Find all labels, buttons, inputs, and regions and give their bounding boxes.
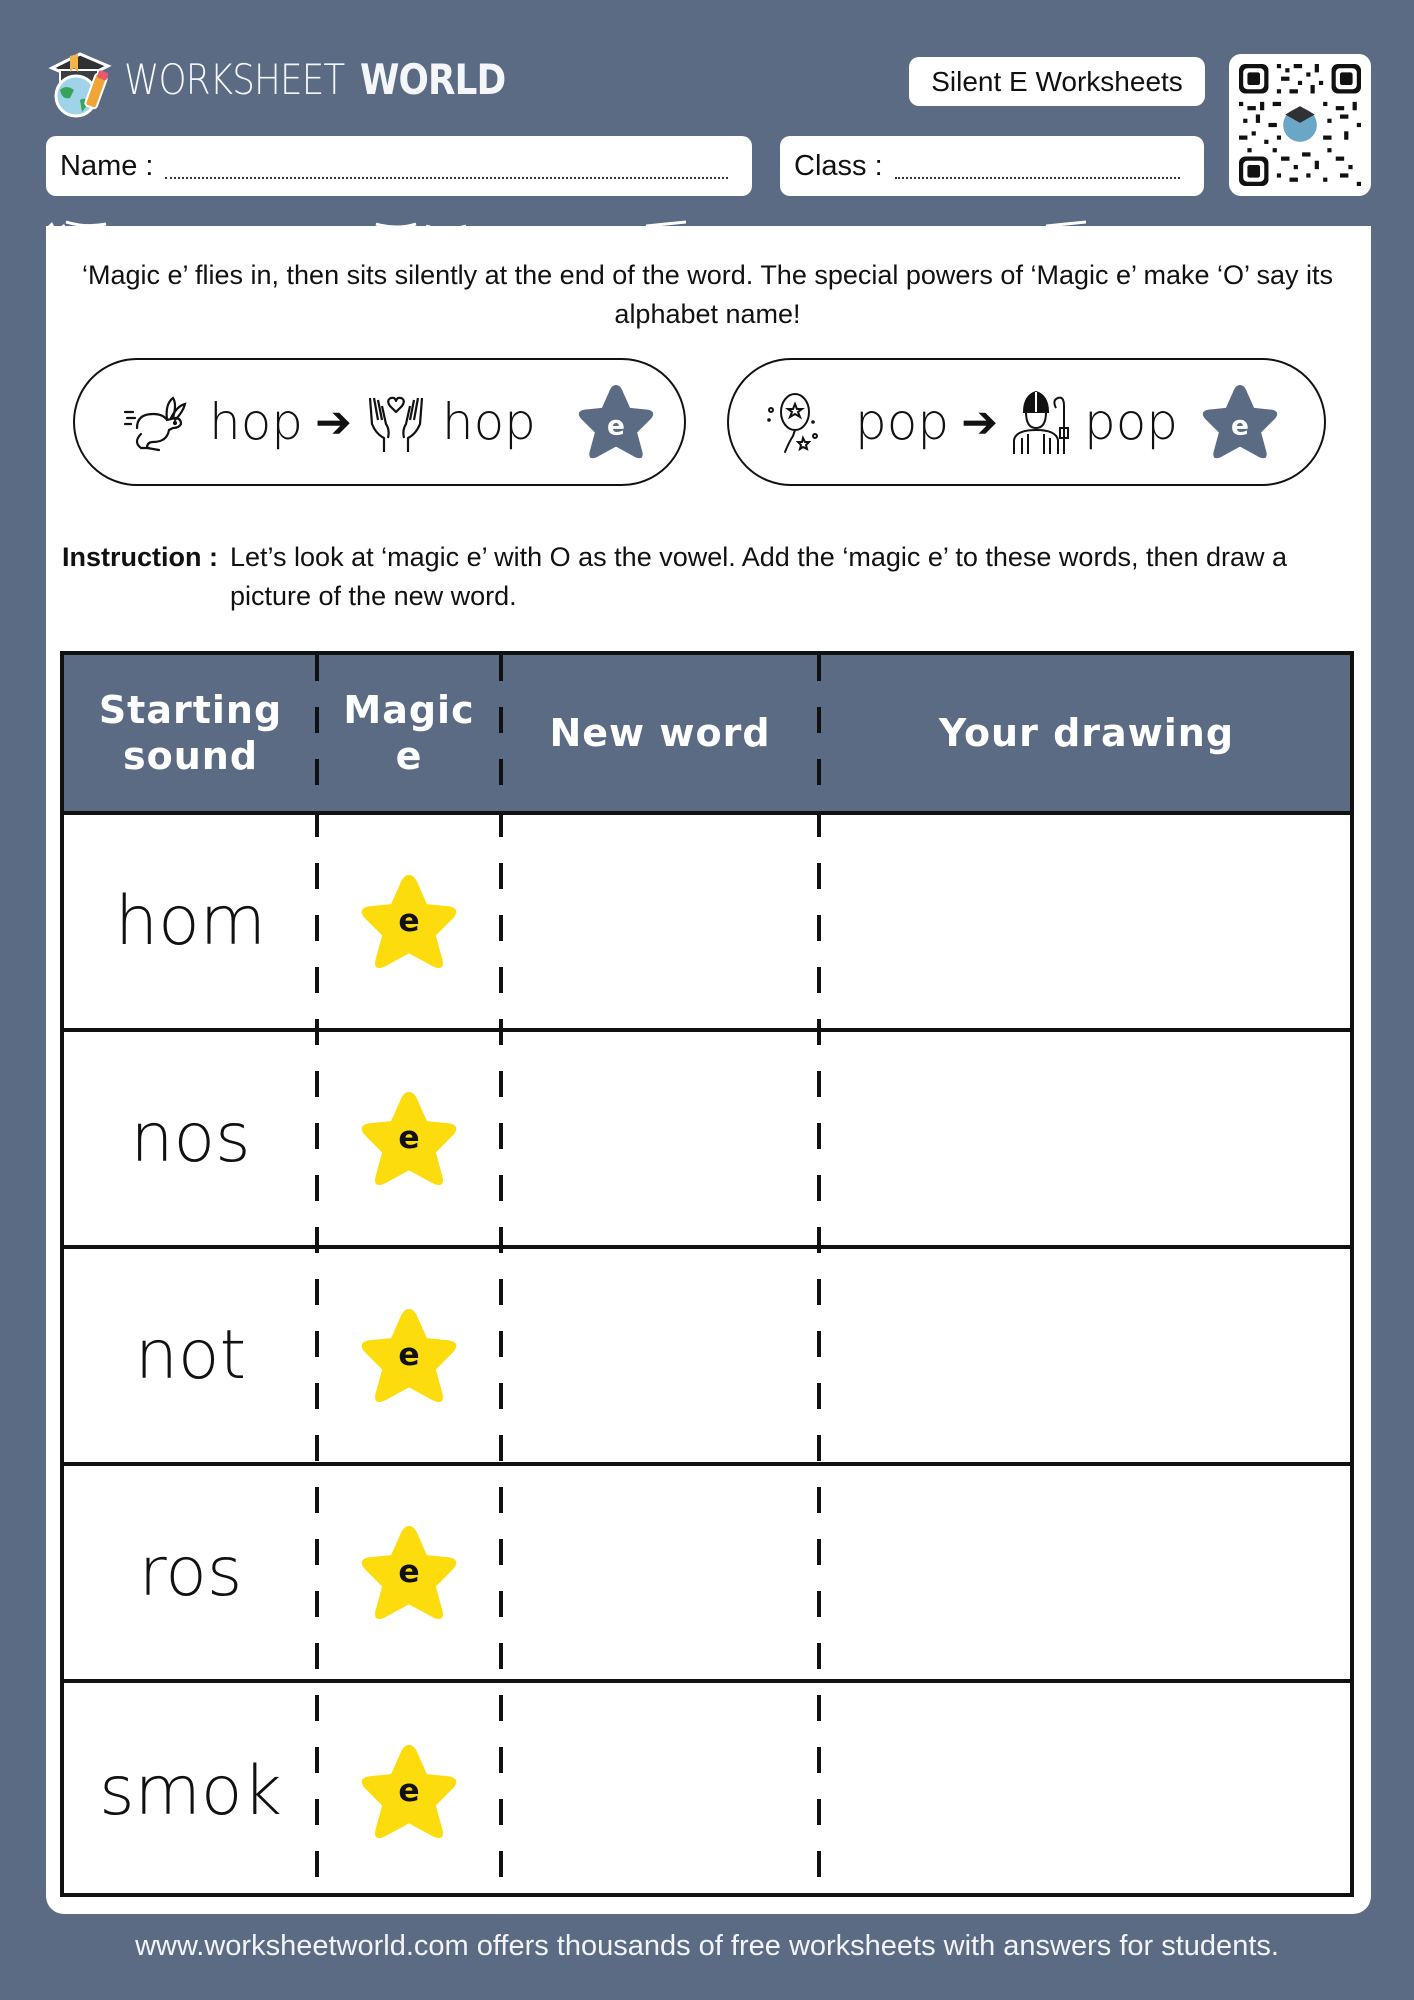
magic-e-star-icon [353, 868, 465, 976]
svg-text:e: e [398, 902, 420, 939]
new-word-input[interactable] [501, 815, 819, 1028]
table-row [64, 1683, 1350, 1900]
table-row [64, 1249, 1350, 1466]
header-your-drawing: Your drawing [938, 711, 1235, 755]
arrow-right-icon: ➔ [961, 397, 998, 447]
arrow-right-icon: ➔ [315, 397, 352, 447]
name-input-line[interactable] [165, 153, 728, 179]
magic-e-star-icon [353, 1519, 465, 1627]
table-row [64, 815, 1350, 1032]
header-new-word: New word [549, 711, 771, 755]
rabbit-hopping-icon [123, 390, 187, 454]
magic-e-star-icon [353, 1302, 465, 1410]
example-pop [727, 358, 1326, 486]
magic-e-cell [317, 1032, 501, 1245]
magic-e-star-icon [353, 1085, 465, 1193]
brand-name-bold: WORLD [359, 55, 506, 104]
intro-text: ‘Magic e’ flies in, then sits silently at the end of the word. The special powers of ‘Magic e’ make ‘O’ say its alphabet name! [81, 260, 1334, 329]
globe-graduation-cap-pencil-icon [44, 42, 116, 118]
magic-e-cell [317, 1249, 501, 1462]
svg-text:e: e [398, 1119, 420, 1156]
drawing-area[interactable] [819, 1249, 1354, 1462]
name-field[interactable] [46, 136, 752, 196]
qr-code[interactable] [1229, 54, 1371, 196]
example-hop [73, 358, 686, 486]
magic-e-cell [317, 815, 501, 1028]
svg-text:e: e [606, 410, 625, 442]
hands-heart-icon [364, 390, 428, 454]
svg-text:e: e [398, 1772, 420, 1809]
starting-sound: smok [99, 1752, 282, 1831]
new-word-input[interactable] [501, 1683, 819, 1900]
worksheet-table [60, 651, 1354, 1897]
class-input-line[interactable] [895, 153, 1180, 179]
brand-name-light: WORKSHEET [124, 55, 345, 104]
drawing-area[interactable] [819, 1032, 1354, 1245]
starting-sound: ros [138, 1533, 243, 1612]
instruction [62, 538, 1362, 616]
footer-site-link[interactable]: www.worksheetworld.com [135, 1930, 469, 1962]
svg-text:e: e [398, 1553, 420, 1590]
magic-e-cell [317, 1466, 501, 1679]
example-word-after: pop [1083, 393, 1179, 451]
column-divider [499, 655, 503, 1893]
brand-logo [44, 42, 531, 118]
drawing-area[interactable] [819, 1683, 1354, 1900]
example-word-after: hop [441, 393, 536, 451]
example-word-before: pop [855, 393, 950, 451]
instruction-text: Let’s look at ‘magic e’ with O as the vowel. Add the ‘magic e’ to these words, then draw a picture of the new word. [230, 542, 1288, 611]
pope-icon [1010, 390, 1074, 454]
table-header [64, 655, 1350, 815]
example-word-before: hop [209, 393, 304, 451]
column-divider [315, 655, 319, 1893]
starting-sound: nos [130, 1099, 251, 1178]
name-label: Name : [60, 149, 154, 182]
qr-code-icon [1239, 64, 1361, 186]
class-label: Class : [794, 149, 883, 182]
new-word-input[interactable] [501, 1032, 819, 1245]
svg-text:e: e [1231, 410, 1249, 442]
instruction-label: Instruction : [62, 542, 218, 572]
header-magic-e: Magic e [343, 688, 475, 778]
magic-e-star-icon [353, 1738, 465, 1846]
series-badge[interactable]: Silent E Worksheets [909, 57, 1205, 106]
starting-sound: not [134, 1316, 247, 1395]
class-field[interactable] [780, 136, 1204, 196]
new-word-input[interactable] [501, 1249, 819, 1462]
svg-text:e: e [398, 1336, 420, 1373]
balloon-icon [765, 390, 829, 454]
drawing-area[interactable] [819, 1466, 1354, 1679]
table-row [64, 1466, 1350, 1683]
footer-text: offers thousands of free worksheets with answers for students. [468, 1930, 1279, 1962]
table-row [64, 1032, 1350, 1249]
new-word-input[interactable] [501, 1466, 819, 1679]
magic-e-cell [317, 1683, 501, 1900]
starting-sound: hom [115, 882, 266, 961]
magic-e-star-icon [572, 378, 660, 466]
header-starting-sound: Starting sound [98, 688, 283, 778]
footer [0, 1930, 1414, 1963]
drawing-area[interactable] [819, 815, 1354, 1028]
torn-paper-edge [46, 212, 1371, 242]
magic-e-star-icon [1196, 378, 1284, 466]
column-divider [817, 655, 821, 1893]
